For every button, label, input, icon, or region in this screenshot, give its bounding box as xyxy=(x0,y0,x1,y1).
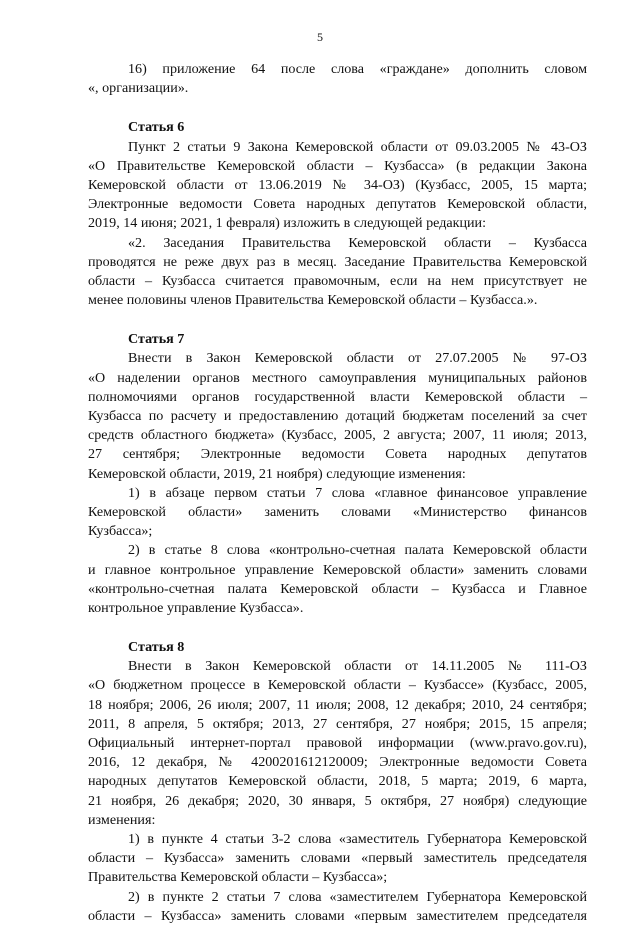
text-line: Правительства Кемеровской области – Кузбасса»; xyxy=(88,869,388,886)
text-line: 2019, 14 июня; 2021, 1 февраля) изложить в следующей редакции: xyxy=(88,215,487,232)
text-line: 2016, 12 декабря, № 4200201612120009; Электронные ведомости Совета xyxy=(88,754,587,771)
article-paragraph xyxy=(88,541,587,618)
text-line: области – Кузбасса» заменить словами «первый заместитель председателя xyxy=(88,850,587,867)
text-line: «2. Заседания Правительства Кемеровской области – Кузбасса xyxy=(128,234,587,251)
article-paragraph xyxy=(88,657,587,830)
article-heading: Статья 7 xyxy=(128,331,185,348)
text-line: 16) приложение 64 после слова «граждане» дополнить словом xyxy=(128,61,587,77)
article-paragraph xyxy=(88,830,587,888)
text-line: менее половины членов Правительства Кемеровской области – Кузбасса.». xyxy=(88,292,538,309)
text-line: Кузбасса»; xyxy=(88,523,153,540)
article-paragraph xyxy=(88,349,587,483)
section-gap xyxy=(88,98,587,118)
text-line: Внести в Закон Кемеровской области от 27.07.2005 № 97-ОЗ xyxy=(128,350,587,367)
article-section xyxy=(88,638,587,926)
text-line: изменения: xyxy=(88,811,156,828)
text-line: и главное контрольное управление Кемеровской области» заменить словами xyxy=(88,561,587,578)
text-line: 2) в пункте 2 статьи 7 слова «заместителем Губернатора Кемеровской xyxy=(128,888,587,905)
article-section xyxy=(88,118,587,310)
page-number: 5 xyxy=(317,30,323,44)
text-line: «контрольно-счетная палата Кемеровской области – Кузбасса и Главное xyxy=(88,580,587,597)
text-line: полномочиями органов государственной власти Кемеровской области – xyxy=(88,388,587,405)
text-line: области – Кузбасса считается правомочным, если на нем присутствует не xyxy=(88,272,587,289)
article-heading: Статья 8 xyxy=(128,639,185,656)
article-paragraph xyxy=(88,138,587,234)
section-gap xyxy=(88,310,587,330)
text-line: «О бюджетном процессе в Кемеровской области – Кузбассе» (Кузбасс, 2005, xyxy=(88,677,587,694)
article-heading: Статья 6 xyxy=(128,119,185,136)
text-line: 21 ноября, 26 декабря; 2020, 30 января, 5 октября, 27 ноября) следующие xyxy=(88,792,587,809)
document-body xyxy=(88,60,587,926)
text-line: Внести в Закон Кемеровской области от 14.11.2005 № 111-ОЗ xyxy=(128,658,587,675)
text-line: 1) в пункте 4 статьи 3-2 слова «заместитель Губернатора Кемеровской xyxy=(128,830,587,847)
text-line: Кемеровской области» заменить словами «Министерство финансов xyxy=(88,503,587,520)
text-line: Официальный интернет-портал правовой информации (www.pravo.gov.ru), xyxy=(88,735,587,751)
text-line: 27 сентября; Электронные ведомости Совета народных депутатов xyxy=(88,446,587,463)
article-paragraph xyxy=(88,888,587,926)
text-line: Пункт 2 статьи 9 Закона Кемеровской области от 09.03.2005 № 43-ОЗ xyxy=(128,138,587,155)
text-line: Электронные ведомости Совета народных депутатов Кемеровской области, xyxy=(88,196,587,213)
text-line: 18 ноября; 2006, 26 июля; 2007, 11 июля; 2008, 12 декабря; 2010, 24 сентября; xyxy=(88,696,587,713)
text-line: проводятся не реже двух раз в месяц. Заседание Правительства Кемеровской xyxy=(88,253,587,270)
article-paragraph xyxy=(88,484,587,542)
text-line: «, организации». xyxy=(88,80,189,97)
intro-paragraph xyxy=(88,60,587,98)
text-line: Кузбасса по расчету и предоставлению дотаций бюджетам поселений за счет xyxy=(88,408,587,424)
text-line: Кемеровской области, 2019, 21 ноября) следующие изменения: xyxy=(88,465,466,482)
text-line: Кемеровской области от 13.06.2019 № 34-ОЗ) (Кузбасс, 2005, 15 марта; xyxy=(88,176,587,193)
article-paragraph xyxy=(88,234,587,311)
text-line: 2011, 8 апреля, 5 октября; 2013, 27 сентября, 27 ноября; 2015, 15 апреля; xyxy=(88,715,587,732)
text-line: «О наделении органов местного самоуправления муниципальных районов xyxy=(88,369,587,386)
text-line: средств областного бюджета» (Кузбасс, 2005, 2 августа; 2007, 11 июля; 2013, xyxy=(88,427,587,444)
text-line: области – Кузбасса» заменить словами «первым заместителем председателя xyxy=(88,907,587,924)
text-line: 2) в статье 8 слова «контрольно-счетная палата Кемеровской области xyxy=(128,542,587,559)
section-gap xyxy=(88,618,587,638)
text-line: «О Правительстве Кемеровской области – Кузбасса» (в редакции Закона xyxy=(88,157,587,174)
text-line: 1) в абзаце первом статьи 7 слова «главное финансовое управление xyxy=(128,484,587,501)
article-section xyxy=(88,330,587,618)
text-line: народных депутатов Кемеровской области, 2018, 5 марта; 2019, 6 марта, xyxy=(88,773,587,790)
text-line: контрольное управление Кузбасса». xyxy=(88,599,304,616)
